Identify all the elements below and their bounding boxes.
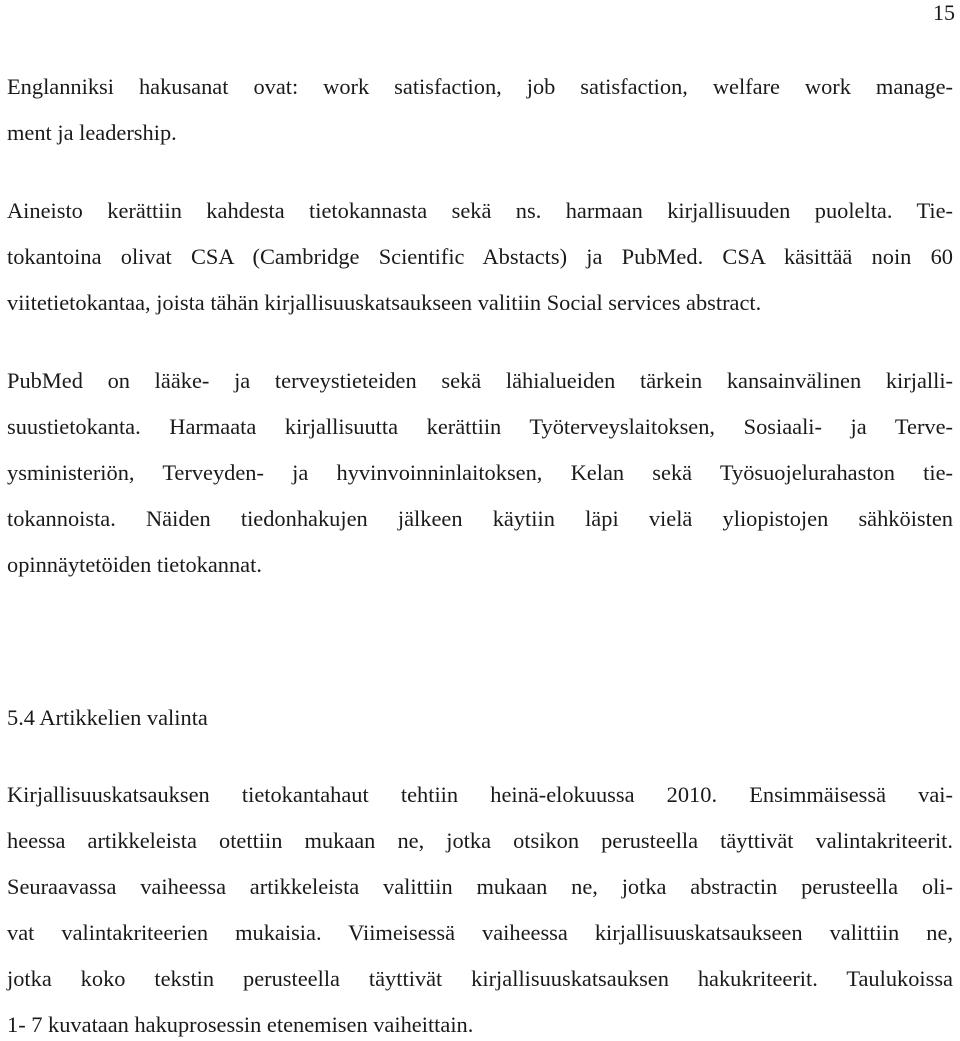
- text-line: suustietokanta. Harmaata kirjallisuutta kerättiin Työterveyslaitoksen, Sosiaali- ja Terve-: [7, 414, 953, 439]
- text-line: tokannoista. Näiden tiedonhakujen jälkeen käytiin läpi vielä yliopistojen sähköisten: [7, 506, 953, 531]
- page-number: 15: [933, 0, 955, 25]
- text-line: ysministeriön, Terveyden- ja hyvinvoinninlaitoksen, Kelan sekä Työsuojelurahaston tie-: [7, 460, 953, 485]
- text-line: Aineisto kerättiin kahdesta tietokannasta sekä ns. harmaan kirjallisuuden puolelta. Tie-: [7, 198, 953, 223]
- text-line: Seuraavassa vaiheessa artikkeleista valittiin mukaan ne, jotka abstractin perusteella oli-: [7, 874, 953, 899]
- text-line: viitetietokantaa, joista tähän kirjallisuuskatsaukseen valitiin Social services abstract.: [7, 290, 762, 315]
- text-line: opinnäytetöiden tietokannat.: [7, 552, 262, 577]
- text-line: Kirjallisuuskatsauksen tietokantahaut tehtiin heinä-elokuussa 2010. Ensimmäisessä vai-: [7, 782, 953, 807]
- text-line: heessa artikkeleista otettiin mukaan ne, jotka otsikon perusteella täyttivät valintakriteerit.: [7, 828, 953, 853]
- text-line: vat valintakriteerien mukaisia. Viimeisessä vaiheessa kirjallisuuskatsaukseen valittiin ne,: [7, 920, 953, 945]
- text-line: Englanniksi hakusanat ovat: work satisfaction, job satisfaction, welfare work manage-: [7, 74, 953, 99]
- text-line: ment ja leadership.: [7, 120, 177, 145]
- section-heading: 5.4 Artikkelien valinta: [7, 705, 208, 730]
- text-line: PubMed on lääke- ja terveystieteiden sekä lähialueiden tärkein kansainvälinen kirjalli-: [7, 368, 953, 393]
- text-line: tokantoina olivat CSA (Cambridge Scientific Abstacts) ja PubMed. CSA käsittää noin 60: [7, 244, 953, 269]
- text-line: jotka koko tekstin perusteella täyttivät kirjallisuuskatsauksen hakukriteerit. Taulukoissa: [7, 966, 953, 991]
- text-line: 1- 7 kuvataan hakuprosessin etenemisen vaiheittain.: [7, 1012, 474, 1037]
